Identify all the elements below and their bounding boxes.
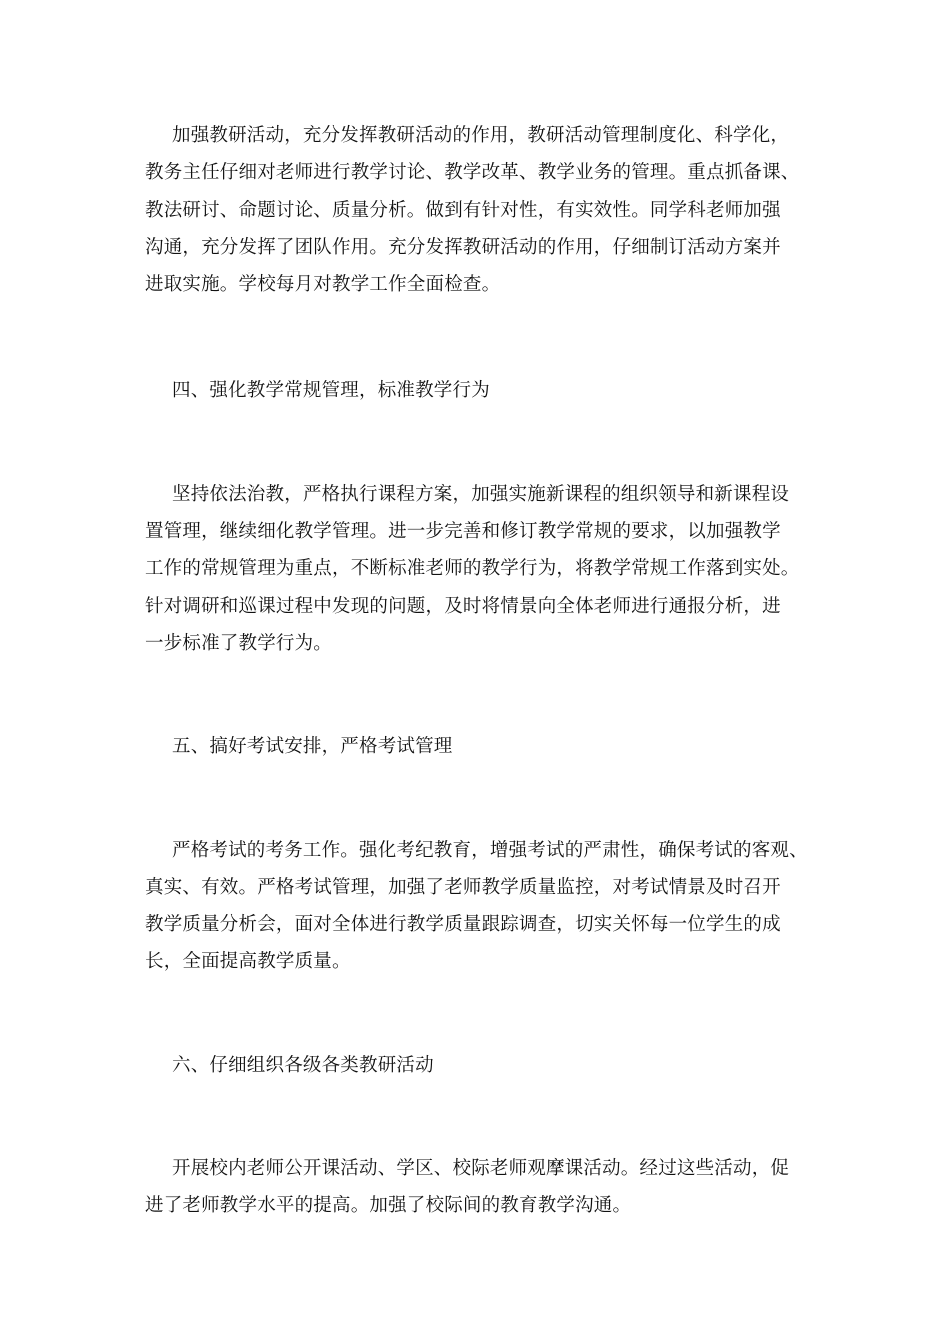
paragraph-line: 教法研讨、命题讨论、质量分析。做到有针对性，有实效性。同学科老师加强 [145,200,781,221]
paragraph-line: 沟通，充分发挥了团队作用。充分发挥教研活动的作用，仔细制订活动方案并 [145,237,781,258]
paragraph-line: 教学质量分析会，面对全体进行教学质量跟踪调查，切实关怀每一位学生的成 [145,914,781,935]
paragraph-line: 进了老师教学水平的提高。加强了校际间的教育教学沟通。 [145,1195,632,1216]
paragraph-line: 开展校内老师公开课活动、学区、校际老师观摩课活动。经过这些活动，促 [172,1158,790,1179]
paragraph-line: 进取实施。学校每月对教学工作全面检查。 [145,274,501,295]
paragraph-line: 针对调研和巡课过程中发现的问题，及时将情景向全体老师进行通报分析，进 [145,596,781,617]
paragraph-line: 工作的常规管理为重点，不断标准老师的教学行为，将教学常规工作落到实处。 [145,558,800,579]
section-heading: 五、搞好考试安排，严格考试管理 [172,736,453,757]
paragraph-line: 严格考试的考务工作。强化考纪教育，增强考试的严肃性，确保考试的客观、 [172,840,808,861]
paragraph-line: 真实、有效。严格考试管理，加强了老师教学质量监控，对考试情景及时召开 [145,877,781,898]
paragraph-line: 长，全面提高教学质量。 [145,951,351,972]
paragraph-line: 一步标准了教学行为。 [145,633,333,654]
paragraph-line: 坚持依法治教，严格执行课程方案，加强实施新课程的组织领导和新课程设 [172,484,790,505]
paragraph-line: 加强教研活动，充分发挥教研活动的作用，教研活动管理制度化、科学化， [172,125,790,146]
paragraph-line: 教务主任仔细对老师进行教学讨论、教学改革、教学业务的管理。重点抓备课、 [145,162,800,183]
paragraph-line: 置管理，继续细化教学管理。进一步完善和修订教学常规的要求，以加强教学 [145,521,781,542]
section-heading: 六、仔细组织各级各类教研活动 [172,1055,434,1076]
section-heading: 四、强化教学常规管理，标准教学行为 [172,380,490,401]
